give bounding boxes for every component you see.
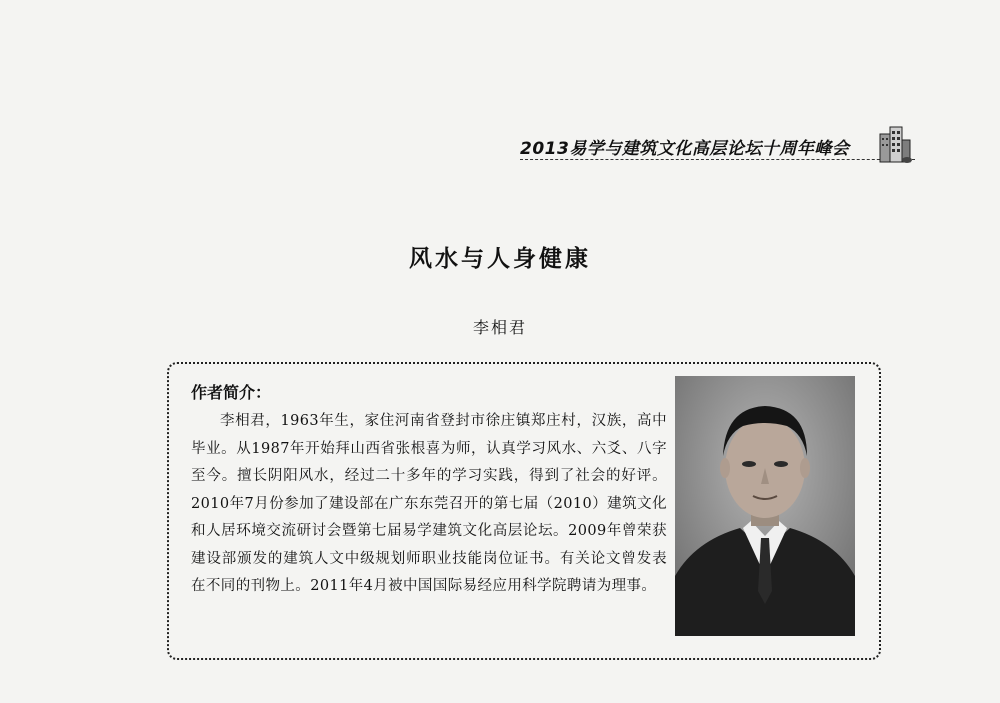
running-header-title: 2013易学与建筑文化高层论坛十周年峰会 <box>520 139 850 159</box>
article-title: 风水与人身健康 <box>409 246 591 272</box>
running-header <box>520 132 885 160</box>
author-portrait <box>675 376 855 636</box>
author-bio-box <box>167 362 881 660</box>
article-author: 李相君 <box>472 318 527 337</box>
bio-text: 李相君，1963年生，家住河南省登封市徐庄镇郑庄村，汉族，高中毕业。从1987年开始拜山西省张根喜为师，认真学习风水、六爻、八字至今。擅长阴阳风水，经过二十多年的学习实践，得到了社会的好评。2010年7月份参加了建设部在广东东莞召开的第七届（2010）建筑文化和人居环境交流研讨会暨第七届易学建筑文化高层论坛。2009年曾荣获建设部颁发的建筑人文中级规划师职业技能岗位证书。有关论文曾发表在不同的刊物上。2011年4月被中国国际易经应用科学院聘请为理事。 <box>191 413 667 594</box>
building-emblem-icon <box>878 124 912 164</box>
header-divider <box>520 159 915 160</box>
bio-heading: 作者简介： <box>191 383 272 402</box>
